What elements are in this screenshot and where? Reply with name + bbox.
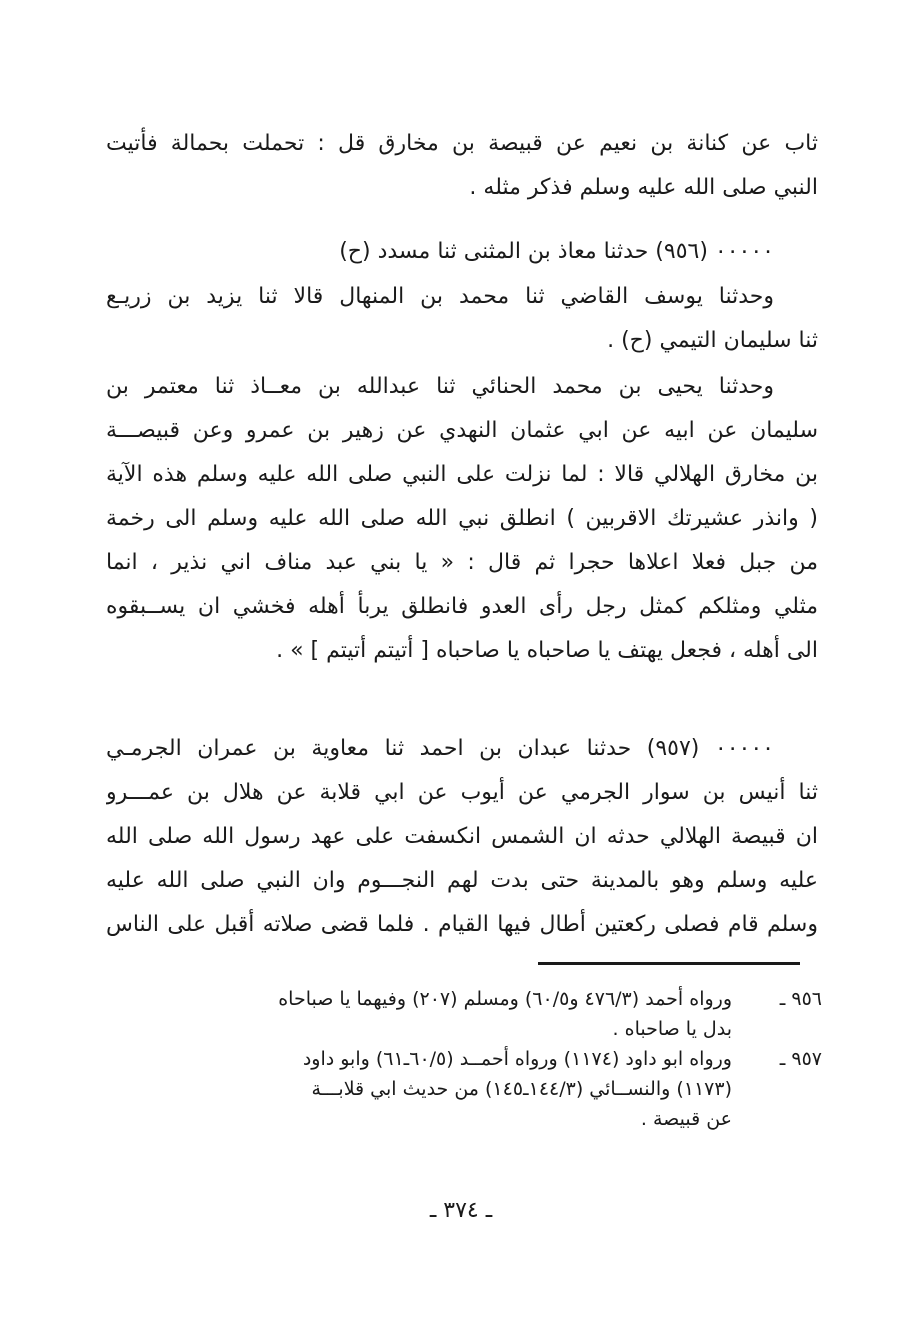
paragraph-1 — [106, 122, 818, 210]
text-line: ثاب عن كنانة بن نعيم عن قبيصة بن مخارق قل : تحملت بحمالة فأتيت — [106, 131, 818, 156]
text-line: عليه وسلم وهو بالمدينة حتى بدت لهم النجـــوم وان النبي صلى الله عليه — [106, 868, 818, 893]
footnote-divider — [538, 962, 800, 965]
footnote-line: ورواه أحمد (٤٧٦/٣ و٦٠/٥) ومسلم (٢٠٧) وفيهما يا صباحاه — [278, 988, 732, 1010]
footnotes — [102, 984, 822, 1134]
footnote-956 — [102, 984, 822, 1044]
footnote-line: بدل يا صاحباه . — [612, 1018, 732, 1040]
text-line: مثلي ومثلكم كمثل رجل رأى العدو فانطلق يربأ أهله فخشي ان يســبقوه — [106, 594, 818, 619]
paragraph-2 — [106, 275, 818, 363]
footnote-text — [102, 1044, 732, 1134]
footnote-number: ٩٥٧ ـ — [779, 1048, 822, 1070]
footnote-text — [102, 984, 732, 1044]
text-line: ٠٠٠٠٠ (٩٥٦) حدثنا معاذ بن المثنى ثنا مسدد (ح) — [339, 239, 774, 264]
text-line: النبي صلى الله عليه وسلم فذكر مثله . — [469, 175, 818, 200]
footnote-number: ٩٥٦ ـ — [779, 988, 822, 1010]
hadith-956-heading — [106, 230, 818, 274]
text-line: من جبل فعلا اعلاها حجرا ثم قال : « يا بني عبد مناف اني نذير ، انما — [106, 550, 818, 575]
text-line: ٠٠٠٠٠ (٩٥٧) حدثنا عبدان بن احمد ثنا معاوية بن عمران الجرمـي — [106, 736, 774, 761]
footnote-line: ورواه ابو داود (١١٧٤) ورواه أحمــد (٦٠/٥ـ٦١) وابو داود — [302, 1048, 732, 1070]
text-line: وسلم قام فصلى ركعتين أطال فيها القيام . فلما قضى صلاته أقبل على الناس — [106, 912, 818, 937]
paragraph-3 — [106, 365, 818, 673]
page-number: ـ ٣٧٤ ـ — [429, 1198, 493, 1223]
text-line: بن مخارق الهلالي قالا : لما نزلت على النبي صلى الله عليه وسلم هذه الآية — [106, 462, 818, 487]
text-line: الى أهله ، فجعل يهتف يا صاحباه يا صاحباه [ أتيتم أتيتم ] » . — [276, 638, 818, 663]
footnote-line: (١١٧٣) والنســائي (١٤٤/٣ـ١٤٥) من حديث ابي قلابـــة — [311, 1078, 732, 1100]
text-line: وحدثنا يوسف القاضي ثنا محمد بن المنهال قالا ثنا يزيد بن زريـع — [106, 284, 774, 309]
text-line: ( وانذر عشيرتك الاقربين ) انطلق نبي الله صلى الله عليه وسلم الى رخمة — [106, 506, 818, 531]
hadith-957 — [106, 727, 818, 947]
text-line: ثنا سليمان التيمي (ح) . — [607, 328, 818, 353]
text-line: سليمان عن ابيه عن ابي عثمان النهدي عن زهير بن عمرو وعن قبيصـــة — [106, 418, 818, 443]
footnote-957 — [102, 1044, 822, 1134]
text-line: وحدثنا يحيى بن محمد الحنائي ثنا عبدالله بن معــاذ ثنا معتمر بن — [106, 374, 774, 399]
text-line: ان قبيصة الهلالي حدثه ان الشمس انكسفت على عهد رسول الله صلى الله — [106, 824, 818, 849]
text-line: ثنا أنيس بن سوار الجرمي عن أيوب عن ابي قلابة عن هلال بن عمـــرو — [106, 780, 818, 805]
footnote-line: عن قبيصة . — [640, 1108, 732, 1130]
